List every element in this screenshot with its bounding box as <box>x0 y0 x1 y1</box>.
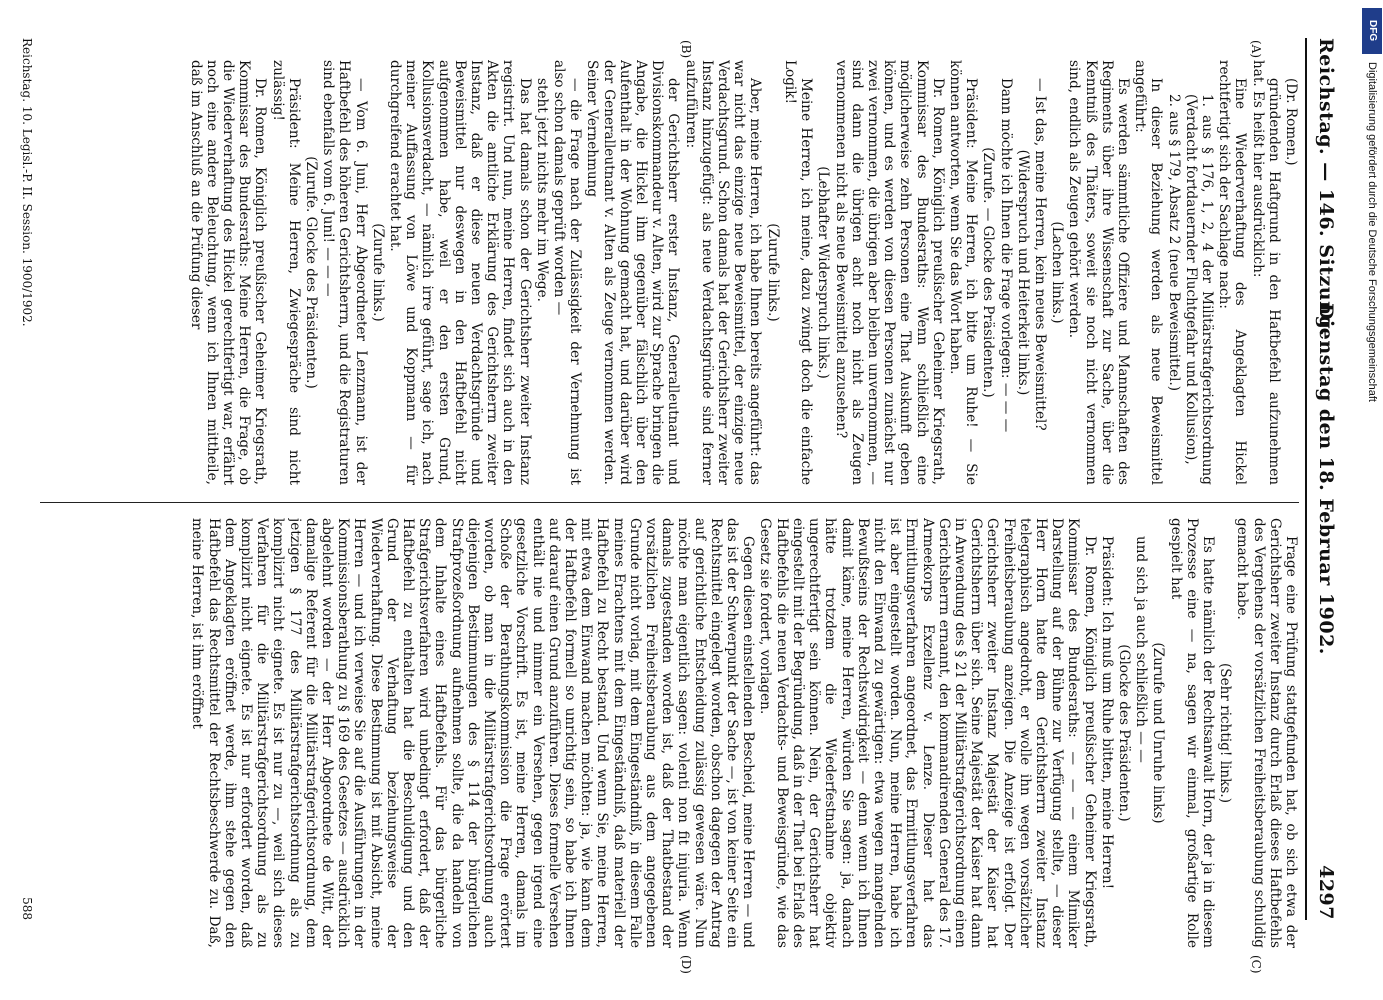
margin-letter-d: (D) <box>679 955 693 974</box>
stage-direction: (Zurufe. — Glocke des Präsidenten.) <box>980 147 997 398</box>
paragraph: 1. aus § 176, 1, 2, 4 der Militärstrafgerichtsordnung (Verdacht fortdauernder Fluchtgefahr und Kollusion), <box>1182 94 1215 485</box>
margin-letter-b: (B) <box>679 40 693 59</box>
paragraph: Frage eine Prüfung stattgefunden hat, ob sich etwa der Gerichtsherr zweiter Instanz durch Erlaß dieses Haftbefehls des Vergehens der vorsätzlichen Freiheitsberaubung schuldig gemacht habe. <box>1234 518 1299 948</box>
paragraph: gründenden Haftgrund in den Haftbefehl aufzunehmen hat. Es heißt hier ausdrücklich: <box>1249 60 1282 485</box>
stage-direction: (Sehr richtig! links.) <box>1217 662 1234 804</box>
paragraph: und sich ja auch schließlich — — <box>1133 536 1150 763</box>
paragraph: Gegen diesen einstellenden Bescheid, meine Herren — und das ist der Schwerpunkt der Sache —, ist von keiner Seite ein Rechtsmittel eingelegt worden, obschon dagegen der Antrag auf gerichtliche Entscheidung zulässig gewesen wäre. Nun möchte man eigentlich sagen: volenti non fit injuria. Wenn damals zugestanden worden ist, daß der Thatbestand der vorsätzlichen Freiheitsberaubung aus dem angegebenen Grunde nicht vorlag, mit dem Eingeständniß, in diesem Falle meines Erachtens mit dem Eingeständniß, daß materiell der Haftbefehl zu Recht bestand. Und wenn Sie, meine Herren, mit etwa dem Einwand machen möchten: ja, wie kann dem der Haftbefehl formell so unrichtig sein, so habe ich Ihnen auf darauf einen Grund anzuführen. Dieses formelle Versehen enthält nie und nimmer ein Versehen, gegen irgend eine gesetzliche Vorschrift. Es ist, meine Herren, damals im Schoße der Berathungskommission die Frage erörtert worden, ob man in die Militärstrafgerichtsordnung auch diejenigen Bestimmungen des § 114 der bürgerlichen Strafprozeßordnung aufnehmen sollte, die da handeln von dem Inhalte eines Haftbefehls. Für das bürgerliche Strafgerichtsverfahren wird unbedingt erfordert, daß der Haftbefehl zu enthalten hat die Beschuldigung und den Grund der Verhaftung beziehungsweise der Wiederverhaftung. Diese Bestimmung ist mit Absicht, meine Herren — und ich verweise Sie auf die Ausführungen in der Kommissionsberathung zu § 169 des Gesetzes — ausdrücklich abgelehnt worden — der Herr Abgeordnete de Witt, der damalige Referent für die Militärstrafgerichtsordnung, dem jetzigen § 177 des Militärstrafgerichtsordnung als zu komplizirt nicht eignete. Es ist nur zu —, weil sich dieses Verfahren für die Militärstrafgerichtsordnung als zu komplizirt nicht eignete. Es ist nur erfordert worden, daß dem Angeklagten eröffnet werde, ihm stehe gegen den Haftbefehl das Rechtsmittel der Rechtsbeschwerde zu. Daß, meine Herren, ist ihm eröffnet <box>189 518 757 948</box>
paragraph: Dann möchte ich Ihnen die Frage vorlegen: — — — <box>997 78 1014 433</box>
paragraph: Präsident: Ich muß um Ruhe bitten, meine Herren! <box>1098 536 1115 890</box>
paragraph: — Vom 6. Juni, Herr Abgeordneter Lenzmann, ist der Haftbefehl des höheren Gerichtsherrn, und die Registraturen sind ebenfalls vom 6. Juni! — — — <box>320 60 369 485</box>
stage-direction: (Lachen links.) <box>1049 221 1066 324</box>
paragraph: Präsident: Meine Herren, Zwiegespräche sind nicht zulässig! <box>269 60 302 485</box>
stage-direction: (Zurufe. Glocke des Präsidenten.) <box>303 156 320 389</box>
paragraph: 2. aus § 179, Absatz 2 (neue Beweismittel.) <box>1165 94 1182 392</box>
paragraph: Eine Wiederverhaftung des Angeklagten Hickel rechtfertigt sich der Sachlage nach: <box>1216 60 1249 485</box>
paragraph: — Ist das, meine Herren, kein neues Beweismittel? <box>1031 78 1048 431</box>
paragraph: Das hat damals schon der Gerichtsherr zweiter Instanz registrirt. Und nun, meine Herren, findet sich auch in den Akten die amtliche Erklärung des Gerichtsherrn zweiter Instanz, daß er diese neuen Verdachtsgründe und Beweismittel nur deswegen in den Haftbefehl nicht aufgenommen habe, weil er den ersten Grund, Kollusionsverdacht, — nämlich irre geführt, sage ich, nach meiner Auffassung von Löwe und Koppmann — für durchgreifend erachtet hat. <box>387 60 533 485</box>
page-number: 4297 <box>1315 865 1337 920</box>
paragraph: Dr. Romen, Königlich preußischer Geheimer Kriegsrath, Kommissar des Bundesraths: Meine Herren, die Frage, ob die Wiederverhaftung des Hickel gerechtfertigt war, erfährt noch eine andere Beleuchtung, wenn ich Ihnen mittheile, daß im Anschluß an die Prüfung dieser <box>187 60 269 485</box>
column-divider <box>40 502 1299 503</box>
paragraph: Es hatte nämlich der Rechtsanwalt Horn, der ja in diesem Prozesse eine — na, sagen wir einmal, großartige Rolle gespielt hat <box>1167 518 1216 948</box>
stage-direction: (Zurufe und Unruhe links) <box>1150 642 1167 824</box>
paragraph: — die Frage nach der Zulässigkeit der Vernehmung ist also schon damals geprüft worden — <box>551 60 584 485</box>
paragraph: Dr. Romen, Königlich preußischer Geheimer Kriegsrath, Kommissar des Bundesraths: Wenn schließlich eine möglicherweise zehn Personen eine That Auskunft geben können, und es werden von diesen Personen zunächst nur zwei vernommen, die übrigen aber bleiben unvernommen, — sind dann die übrigen acht noch nicht als Zeugen vernommenen nicht als neue Beweismittel anzusehen? <box>832 60 946 485</box>
dfg-logo: DFG <box>1362 8 1382 54</box>
margin-letter-a: (A) <box>1249 40 1263 59</box>
stage-direction: (Lebhafter Widerspruch links.) <box>815 166 832 379</box>
paragraph: Es werden sämmtliche Offiziere und Mannschaften des Regiments über ihre Wissenschaft zur Sache, über die Kenntniß des Thäters, soweit sie noch nicht vernommen sind, endlich als Zeugen gehört werden. <box>1066 60 1131 485</box>
header-date: Dienstag den 18. Februar 1902. <box>1315 303 1337 655</box>
paragraph: Dr. Romen, Königlich preußischer Geheimer Kriegsrath, Kommissar des Bundesraths: — — — einem Mimiker Darstellung auf der Bühne zur Verfügung stellte, — dieser Herr Horn hatte dem Gerichtsherrn zweiter Instanz telegraphisch angedroht, er wolle ihn wegen vorsätzlicher Freiheitsberaubung anzeigen. Die Anzeige ist erfolgt. Der Gerichtsherr zweiter Instanz Majestät der Kaiser hat Gerichtsherrn über sich. Seine Majestät der Kaiser hat dann in Anwendung des § 21 der Militärstrafgerichtsordnung einen Gerichtsherrn ernannt, den kommandirenden General des 17. Armeekorps Exzellenz v. Lenze. Dieser hat das Ermittlungsverfahren angeordnet, das Ermittlungsverfahren ist aber eingestellt worden. Nun, meine Herren, habe ich nicht den Einwand zu gewärtigen: etwa wegen mangelnden Bewußtseins der Rechtswidrigkeit — denn wenn ich Ihnen damit käme, meine Herren, würden Sie sagen: ja, danach hätte trotzdem die Wiederfestnahme objektiv ungerechtfertigt sein können. Nein, der Gerichtsherr hat eingestellt mit der Begründung, daß in der That bei Erlaß des Haftbefehls die neuen Verdachts- und Beweisgründe, wie das Gesetz sie fordert, vorlagen. <box>757 518 1098 948</box>
footer-publication: Reichstag. 10. Legisl.-P. II. Session. 1900/1902. <box>20 38 34 327</box>
stage-direction: (Zurufe links.) <box>369 223 386 322</box>
footer-sheet-number: 588 <box>20 897 34 920</box>
paragraph: (Dr. Romen.) <box>1283 78 1299 166</box>
left-column <box>38 60 1299 485</box>
header-rule <box>1305 38 1307 920</box>
paragraph: Präsident: Meine Herren, ich bitte um Ruhe! — Sie können antworten, wenn Sie das Wort haben. <box>946 60 980 485</box>
paragraph: Meine Herren, ich meine, dazu zwingt doch die einfache Logik! <box>781 60 815 485</box>
dfg-credit: Digitalisierung gefördert durch die Deutsche Forschungsgemeinschaft <box>1366 62 1378 402</box>
stage-direction: (Glocke des Präsidenten.) <box>1115 644 1132 822</box>
stage-direction: (Widerspruch und Heiterkeit links.) <box>1014 149 1031 396</box>
paragraph: der Gerichtsherr erster Instanz, Generalleutnant und Divisionskommandeur v. Alten, wird zur Sprache bringen die Angabe, die Hickel ihm gegenüber fälschlich über den Aufenthalt in der Wohnung gemacht hat, und darüber wird der Generalleutnant v. Alten als Zeuge vernommen werden. Seiner Vernehmung <box>584 60 682 485</box>
page-footer <box>16 38 34 920</box>
page-header <box>1307 38 1343 920</box>
paragraph: Aber, meine Herren, ich habe Ihnen bereits angeführt: das war nicht das einzige neue Beweismittel, der einzige neue Verdachtsgrund. Schon damals hat der Gerichtsherr zweiter Instanz hinzugefügt: als neue Verdachtsgründe sind ferner aufzuführen: <box>682 60 764 485</box>
margin-letter-c: (C) <box>1249 955 1263 974</box>
paragraph: In dieser Beziehung werden als neue Beweismittel angeführt: <box>1132 60 1165 485</box>
paragraph: steht jetzt nichts mehr im Wege. <box>533 78 550 302</box>
stage-direction: (Zurufe links.) <box>764 223 781 322</box>
right-column <box>38 518 1299 948</box>
dfg-strip <box>1362 0 1382 1000</box>
header-session: Reichstag. — 146. Sitzung. <box>1315 38 1337 337</box>
